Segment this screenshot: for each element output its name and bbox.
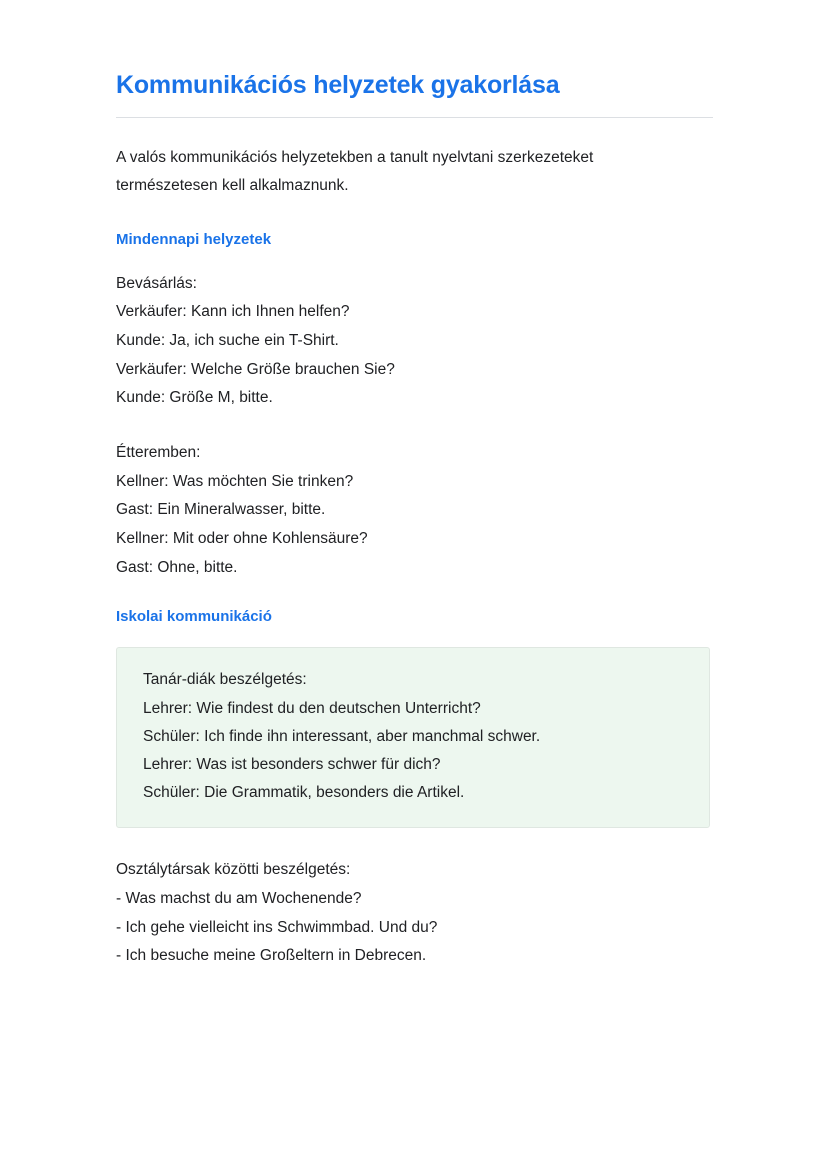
dialogue-block-classmates: [116, 856, 712, 971]
dialogue-line: Lehrer: Was ist besonders schwer für dich?: [143, 755, 441, 773]
dialogue-line: Verkäufer: Welche Größe brauchen Sie?: [116, 360, 395, 378]
callout-box-teacher-student: [116, 647, 710, 828]
dialogue-line: Étteremben:: [116, 444, 201, 462]
dialogue-line: Kellner: Was möchten Sie trinken?: [116, 472, 354, 490]
section-heading-school: Iskolai kommunikáció: [116, 608, 272, 626]
dialogue-line: Verkäufer: Kann ich Ihnen helfen?: [116, 303, 350, 321]
dialogue-line: Lehrer: Wie findest du den deutschen Unterricht?: [143, 699, 481, 717]
dialogue-line: Osztálytársak közötti beszélgetés:: [116, 861, 351, 879]
dialogue-line: Gast: Ein Mineralwasser, bitte.: [116, 501, 326, 519]
dialogue-block-restaurant: [116, 439, 712, 582]
dialogue-line: Schüler: Die Grammatik, besonders die Artikel.: [143, 784, 465, 802]
dialogue-line: Tanár-diák beszélgetés:: [143, 671, 307, 689]
dialogue-line: Kellner: Mit oder ohne Kohlensäure?: [116, 530, 368, 548]
dialogue-line: Schüler: Ich finde ihn interessant, aber manchmal schwer.: [143, 727, 541, 745]
dialogue-block-shopping: [116, 270, 712, 413]
page-title: Kommunikációs helyzetek gyakorlása: [116, 71, 560, 99]
dialogue-line: - Ich gehe vielleicht ins Schwimmbad. Und du?: [116, 918, 438, 936]
dialogue-line: Kunde: Ja, ich suche ein T-Shirt.: [116, 332, 339, 349]
dialogue-line: - Was machst du am Wochenende?: [116, 890, 362, 908]
intro-paragraph: A valós kommunikációs helyzetekben a tanult nyelvtani szerkezeteket természetesen kell alkalmaznunk.: [116, 149, 594, 195]
section-heading-everyday: Mindennapi helyzetek: [116, 230, 272, 248]
dialogue-line: Kunde: Größe M, bitte.: [116, 389, 273, 407]
dialogue-line: Bevásárlás:: [116, 274, 197, 292]
title-divider: [116, 117, 713, 118]
dialogue-line: Gast: Ohne, bitte.: [116, 558, 238, 576]
dialogue-line: - Ich besuche meine Großeltern in Debrecen.: [116, 947, 427, 965]
